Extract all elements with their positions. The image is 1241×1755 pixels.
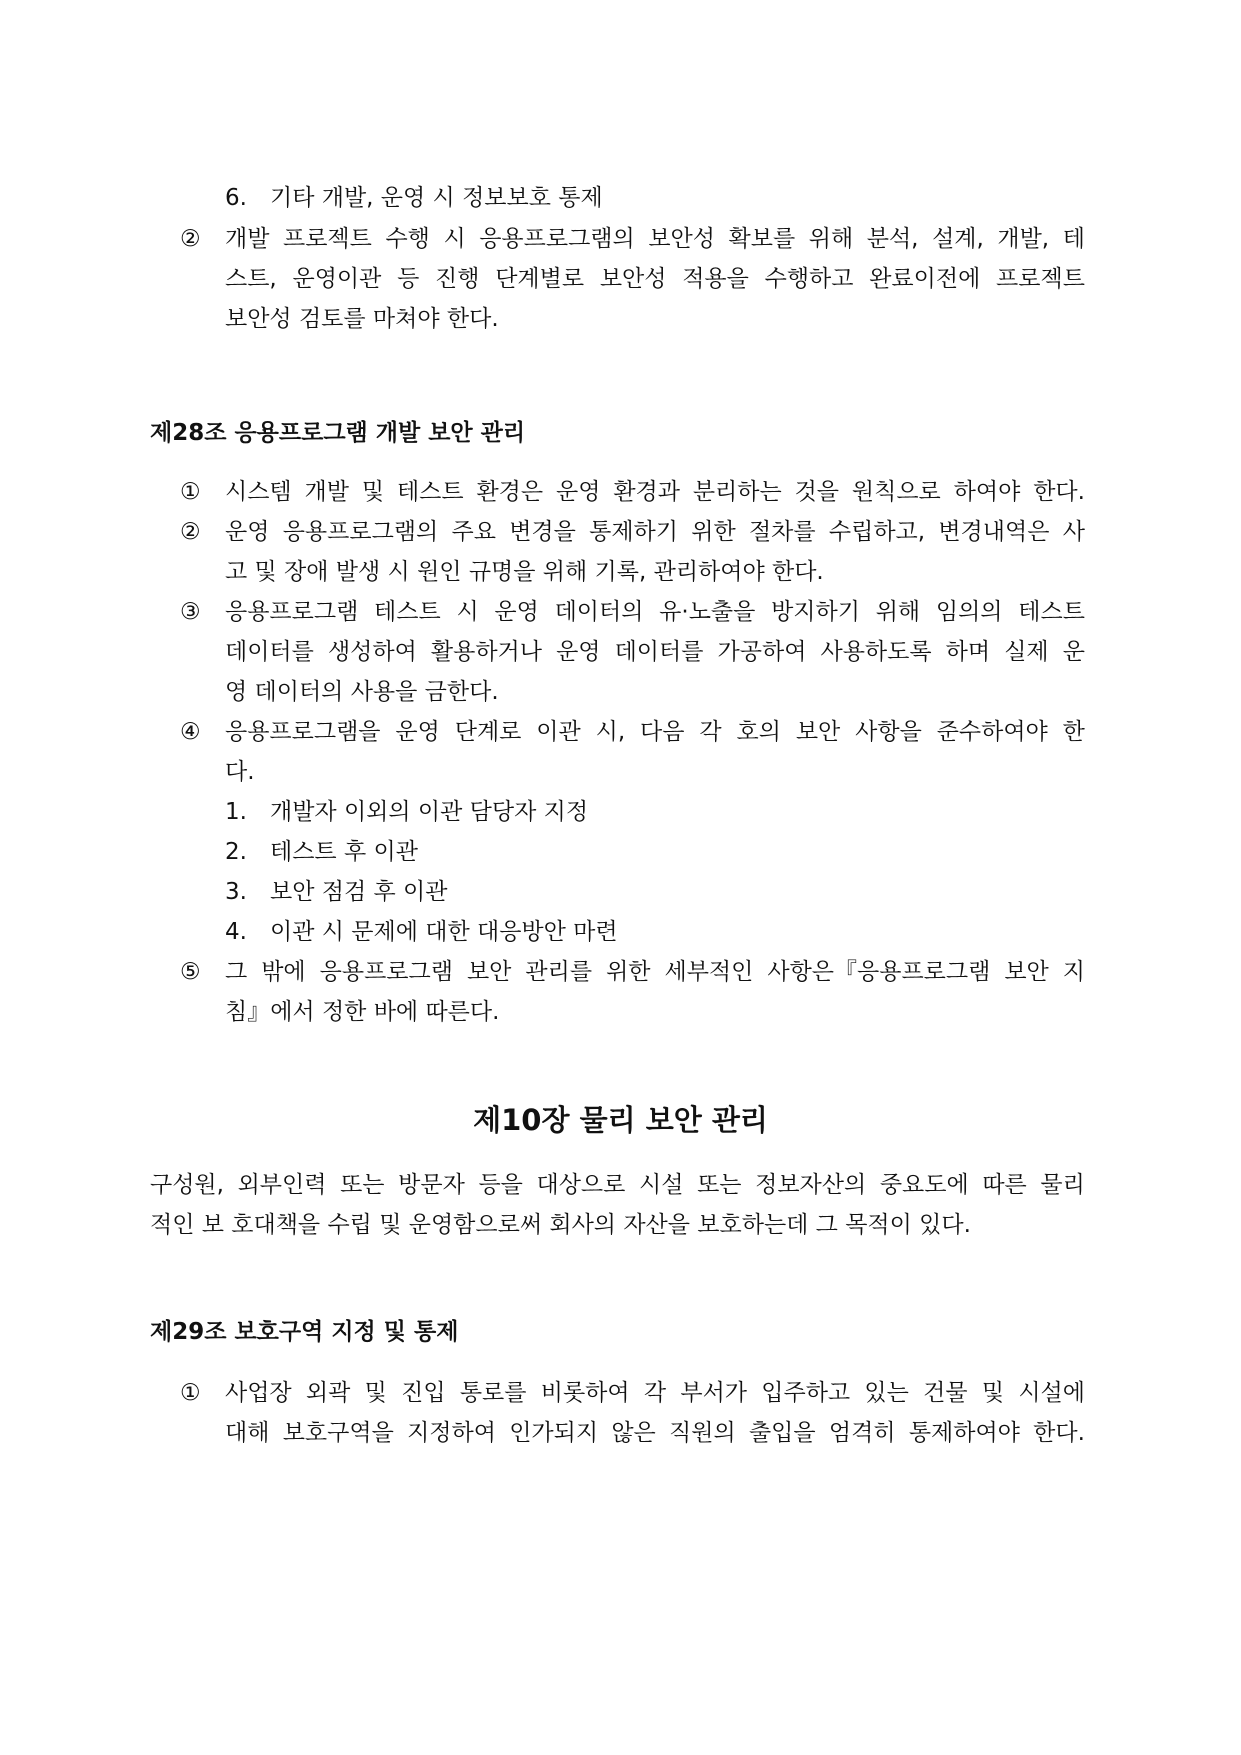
list-item-text: 기타 개발, 운영 시 정보보호 통제 [270, 185, 603, 211]
paragraph-line: 시스템 개발 및 테스트 환경은 운영 환경과 분리하는 것을 원칙으로 하여야 한다. [225, 479, 1085, 505]
paragraph-line: 그 밖에 응용프로그램 보안 관리를 위한 세부적인 사항은『응용프로그램 보안 지 [225, 959, 1085, 985]
article-heading: 제29조 보호구역 지정 및 통제 [150, 1319, 459, 1345]
paragraph-marker: ② [180, 519, 201, 545]
list-number: 3. [225, 879, 247, 905]
paragraph-line: 영 데이터의 사용을 금한다. [225, 679, 499, 705]
paragraph-line: 응용프로그램을 운영 단계로 이관 시, 다음 각 호의 보안 사항을 준수하여야 한 [225, 719, 1085, 745]
paragraph-marker: ④ [180, 719, 201, 745]
paragraph-line: 고 및 장애 발생 시 원인 규명을 위해 기록, 관리하여야 한다. [225, 559, 824, 585]
article-heading: 제28조 응용프로그램 개발 보안 관리 [150, 420, 526, 446]
list-number: 6. [225, 185, 247, 211]
paragraph-line: 보안성 검토를 마쳐야 한다. [225, 306, 499, 332]
paragraph-marker: ③ [180, 599, 201, 625]
paragraph-line: 대해 보호구역을 지정하여 인가되지 않은 직원의 출입을 엄격히 통제하여야 한다. [225, 1420, 1085, 1446]
paragraph-line: 사업장 외곽 및 진입 통로를 비롯하여 각 부서가 입주하고 있는 건물 및 시설에 [225, 1380, 1085, 1406]
paragraph-marker: ⑤ [180, 959, 201, 985]
list-number: 4. [225, 919, 247, 945]
paragraph-marker: ② [180, 226, 201, 252]
list-item-text: 개발자 이외의 이관 담당자 지정 [270, 799, 589, 825]
list-item-text: 테스트 후 이관 [270, 839, 418, 865]
list-number: 1. [225, 799, 247, 825]
chapter-title: 제10장 물리 보안 관리 [473, 1103, 768, 1137]
list-number: 2. [225, 839, 247, 865]
paragraph-marker: ① [180, 1380, 201, 1406]
paragraph-line: 운영 응용프로그램의 주요 변경을 통제하기 위한 절차를 수립하고, 변경내역은 사 [225, 519, 1085, 545]
list-item-text: 이관 시 문제에 대한 대응방안 마련 [270, 919, 618, 945]
paragraph-line: 응용프로그램 테스트 시 운영 데이터의 유·노출을 방지하기 위해 임의의 테스트 [225, 599, 1085, 625]
intro-line: 적인 보 호대책을 수립 및 운영함으로써 회사의 자산을 보호하는데 그 목적이 있다. [150, 1212, 971, 1238]
paragraph-line: 스트, 운영이관 등 진행 단계별로 보안성 적용을 수행하고 완료이전에 프로젝트 [225, 266, 1085, 292]
paragraph-line: 침』에서 정한 바에 따른다. [225, 999, 500, 1025]
paragraph-marker: ① [180, 479, 201, 505]
intro-line: 구성원, 외부인력 또는 방문자 등을 대상으로 시설 또는 정보자산의 중요도에 따른 물리 [150, 1172, 1085, 1198]
paragraph-line: 개발 프로젝트 수행 시 응용프로그램의 보안성 확보를 위해 분석, 설계, 개발, 테 [225, 226, 1085, 252]
list-item-text: 보안 점검 후 이관 [270, 879, 448, 905]
paragraph-line: 다. [225, 759, 255, 785]
paragraph-line: 데이터를 생성하여 활용하거나 운영 데이터를 가공하여 사용하도록 하며 실제 운 [225, 639, 1085, 665]
